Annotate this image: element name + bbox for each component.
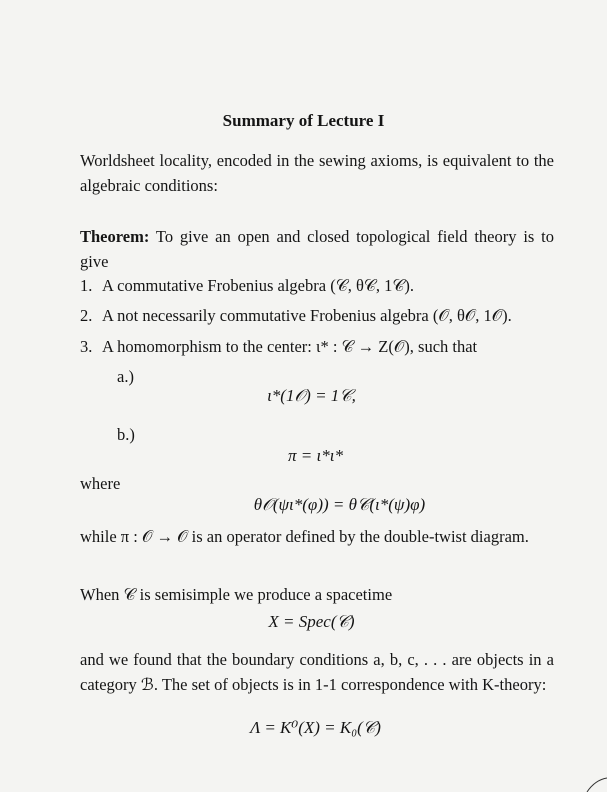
item-text: A not necessarily commutative Frobenius algebra (𝒪, θ𝒪, 1𝒪). (102, 306, 512, 325)
where-text: where (80, 474, 121, 493)
item-number: 1. (80, 276, 93, 295)
list-item (80, 303, 512, 328)
when-paragraph: When 𝒞 is semisimple we produce a spacetime (80, 585, 393, 604)
page-title: Summary of Lecture I (222, 111, 385, 130)
list-item (80, 273, 414, 298)
equation-b: π = ι*ι* (288, 446, 343, 465)
sub-label-b: b.) (117, 425, 135, 444)
equation-where: θ𝒪(ψι*(φ)) = θ𝒞(ι*(ψ)φ) (253, 495, 426, 514)
equation-a: ι*(1𝒪) = 1𝒞, (267, 386, 356, 405)
while-paragraph: while π : 𝒪 → 𝒪 is an operator defined by the double-twist diagram. (80, 527, 529, 546)
page-curl-mark (577, 772, 607, 792)
item-number: 3. (80, 337, 93, 356)
item-text: A commutative Frobenius algebra (𝒞, θ𝒞, 1𝒞). (102, 276, 415, 295)
boundary-paragraph: and we found that the boundary conditions a, b, c, . . . are objects in a category ℬ. The set of objects is in 1-1 correspondence with K-theory: (80, 650, 554, 694)
item-number: 2. (80, 306, 93, 325)
sub-label-a: a.) (117, 367, 134, 386)
equation-k-theory: Λ = K⁰(X) = K₀(𝒞) (250, 718, 381, 737)
item-text: A homomorphism to the center: ι* : 𝒞 → Z(𝒪), such that (102, 337, 478, 356)
theorem-label: Theorem: (80, 227, 150, 246)
intro-paragraph: Worldsheet locality, encoded in the sewing axioms, is equivalent to the algebraic conditions: (80, 151, 554, 195)
theorem-paragraph (80, 224, 554, 274)
list-item (80, 334, 477, 359)
equation-spec: X = Spec(𝒞) (268, 612, 355, 631)
theorem-text: To give an open and closed topological field theory is to give (80, 227, 554, 271)
